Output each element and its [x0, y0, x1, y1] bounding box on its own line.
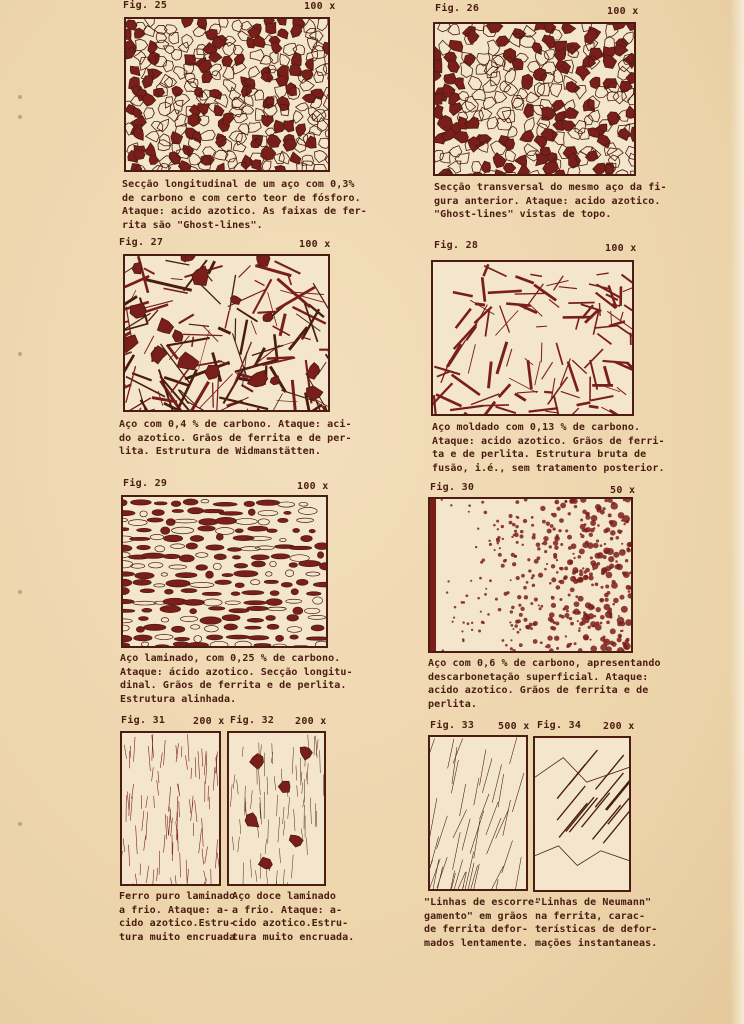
micrograph-fig27: [123, 254, 330, 412]
figure-caption: [432, 421, 665, 475]
micrograph-fig33: [428, 735, 528, 891]
caption-line: dinal. Grãos de ferrita e de perlita.: [120, 680, 347, 691]
figure-label: Fig. 25: [123, 0, 168, 11]
magnification-label: 100 x: [605, 243, 637, 254]
caption-line: "Ghost-lines" vistas de topo.: [434, 209, 612, 220]
caption-line: descarbonetação superficial. Ataque:: [428, 671, 649, 683]
caption-line: Estrutura alinhada.: [120, 693, 237, 705]
figure-label: Fig. 34: [537, 720, 582, 731]
caption-line: terísticas de defor-: [535, 924, 658, 935]
figure-label: Fig. 32: [230, 715, 275, 726]
caption-line: de carbono e com certo teor de fósforo.: [122, 192, 361, 204]
micrograph-texture: [126, 19, 328, 170]
caption-line: tura muito encruada.: [232, 931, 355, 943]
page-edge: [730, 0, 744, 1024]
figure-caption: [232, 890, 354, 944]
caption-line: rita são "Ghost-lines".: [122, 219, 263, 231]
magnification-label: 500 x: [498, 721, 530, 732]
micrograph-texture: [535, 738, 629, 890]
caption-line: Aço com 0,6 % de carbono, apresentando: [428, 658, 661, 669]
caption-line: Aço doce laminado: [232, 891, 337, 902]
micrograph-texture: [122, 733, 219, 884]
figure-label: Fig. 28: [434, 240, 479, 251]
figure-label: Fig. 26: [435, 3, 480, 14]
micrograph-fig34: [533, 736, 631, 892]
figure-caption: [120, 652, 353, 706]
caption-line: Ataque: acido azotico. As faixas de fer-: [122, 206, 367, 217]
micrograph-texture: [430, 737, 526, 889]
figure-caption: [424, 896, 540, 950]
caption-line: Ataque: ácido azotico. Secção longitu-: [120, 666, 353, 678]
figure-caption: [119, 418, 352, 459]
micrograph-fig30: [428, 497, 633, 653]
caption-line: cido azotico.Estru-: [119, 918, 236, 929]
figure-label: Fig. 30: [430, 482, 475, 493]
micrograph-fig31: [120, 731, 221, 886]
caption-line: ta e de perlita. Estrutura bruta de: [432, 449, 647, 460]
caption-line: lita. Estrutura de Widmanstätten.: [119, 446, 321, 457]
figure-caption: [434, 181, 667, 222]
magnification-label: 50 x: [610, 485, 636, 496]
caption-line: Ataque: acido azotico. Grãos de ferri-: [432, 435, 665, 447]
micrograph-texture: [430, 499, 631, 651]
caption-line: Secção longitudinal de um aço com 0,3%: [122, 179, 355, 190]
micrograph-fig29: [121, 495, 328, 648]
caption-line: "Linhas de escorre-: [424, 897, 541, 908]
micrograph-texture: [435, 24, 634, 174]
micrograph-texture: [123, 497, 326, 646]
binding-hole: [18, 822, 22, 826]
caption-line: de ferrita defor-: [424, 924, 529, 935]
caption-line: acido azotico. Grãos de ferrita e de: [428, 685, 649, 696]
caption-line: a frio. Ataque: a-: [232, 904, 343, 916]
caption-line: mados lentamente.: [424, 937, 529, 949]
caption-line: na ferrita, carac-: [535, 910, 646, 922]
micrograph-fig25: [124, 17, 330, 172]
figure-label: Fig. 33: [430, 720, 475, 731]
caption-line: cido azotico.Estru-: [232, 918, 349, 929]
magnification-label: 100 x: [304, 1, 336, 12]
caption-line: "Linhas de Neumann": [535, 897, 652, 908]
binding-hole: [18, 352, 22, 356]
caption-line: gamento" em grãos: [424, 910, 529, 922]
caption-line: perlita.: [428, 698, 477, 710]
figure-caption: [535, 896, 657, 950]
figure-label: Fig. 27: [119, 237, 164, 248]
caption-line: mações instantaneas.: [535, 937, 658, 949]
figure-label: Fig. 29: [123, 478, 168, 489]
caption-line: gura anterior. Ataque: acido azotico.: [434, 195, 661, 207]
caption-line: do azotico. Grãos de ferrita e de per-: [119, 432, 352, 444]
micrograph-fig26: [433, 22, 636, 176]
figure-caption: [119, 890, 235, 944]
micrograph-texture: [433, 262, 632, 414]
binding-hole: [18, 115, 22, 119]
binding-hole: [18, 590, 22, 594]
magnification-label: 100 x: [299, 239, 331, 250]
magnification-label: 100 x: [297, 481, 329, 492]
figure-caption: [428, 657, 661, 711]
magnification-label: 200 x: [295, 716, 327, 727]
caption-line: Aço laminado, com 0,25 % de carbono.: [120, 653, 341, 664]
magnification-label: 100 x: [607, 6, 639, 17]
caption-line: Secção transversal do mesmo aço da fi-: [434, 182, 667, 193]
micrograph-fig28: [431, 260, 634, 416]
caption-line: tura muito encruada: [119, 931, 236, 943]
caption-line: Aço com 0,4 % de carbono. Ataque: aci-: [119, 419, 352, 430]
micrograph-fig32: [227, 731, 326, 886]
micrograph-texture: [229, 733, 324, 884]
caption-line: Aço moldado com 0,13 % de carbono.: [432, 422, 641, 433]
caption-line: fusão, i.é., sem tratamento posterior.: [432, 462, 665, 474]
magnification-label: 200 x: [603, 721, 635, 732]
figure-label: Fig. 31: [121, 715, 166, 726]
caption-line: Ferro puro laminado: [119, 891, 236, 902]
figure-caption: [122, 178, 367, 232]
binding-hole: [18, 95, 22, 99]
caption-line: a frio. Ataque: a-: [119, 904, 230, 916]
micrograph-texture: [125, 256, 328, 410]
magnification-label: 200 x: [193, 716, 225, 727]
